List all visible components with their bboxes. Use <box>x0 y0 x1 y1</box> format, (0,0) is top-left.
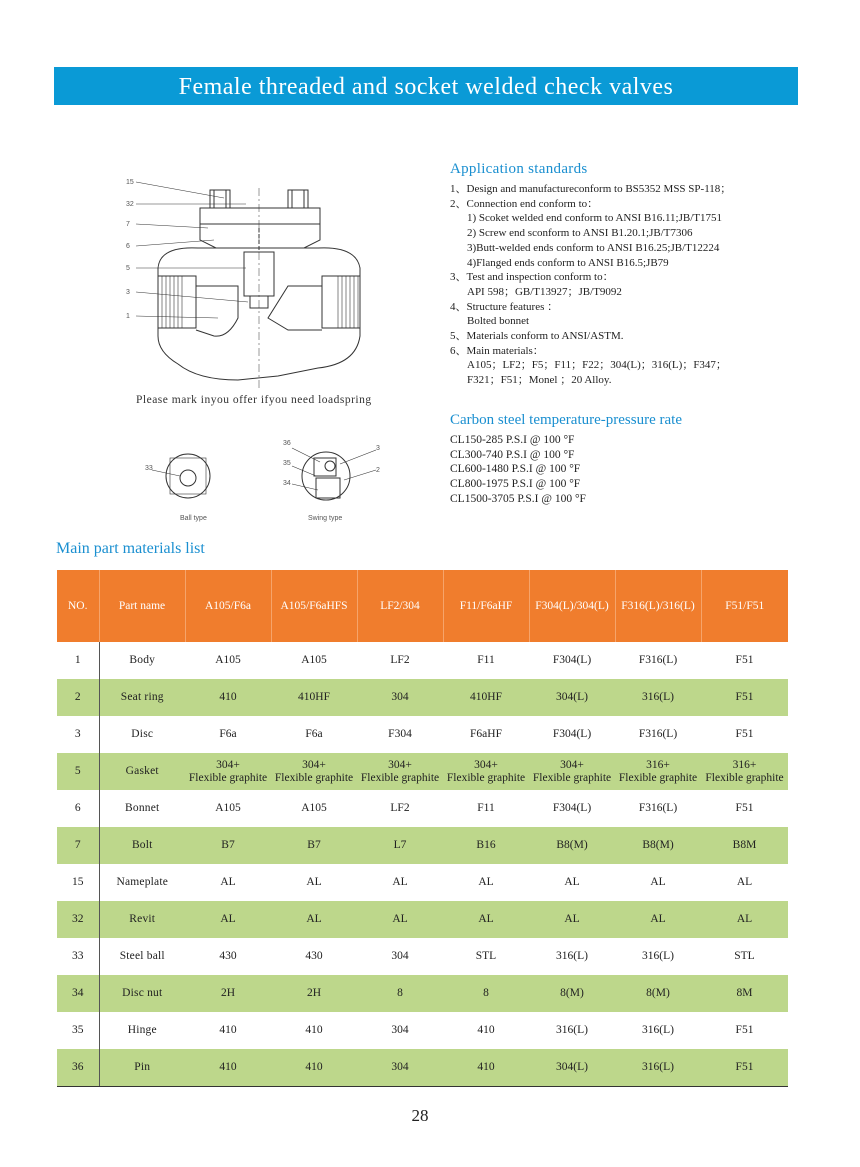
rating-line: CL1500-3705 P.S.I @ 100 °F <box>450 492 586 505</box>
material-cell: AL <box>392 876 408 888</box>
callout-label: 6 <box>126 243 130 250</box>
standard-line: 5、Materials conform to ANSI/ASTM. <box>450 330 624 343</box>
material-cell <box>615 753 701 790</box>
part-name-cell: Hinge <box>127 1024 157 1036</box>
standard-line: A105；LF2；F5；F11；F22；304(L)；316(L)；F347； <box>467 359 727 372</box>
material-cell <box>271 753 357 790</box>
part-number-cell: 33 <box>57 938 99 975</box>
material-cell: B8M <box>701 827 788 864</box>
material-cell: F316(L) <box>638 728 678 740</box>
gasket-material-line: 304+ <box>302 758 326 771</box>
part-name-cell: Body <box>129 654 156 666</box>
standard-line: 2、Connection end conform to： <box>450 197 599 210</box>
gasket-material-line: 304+ <box>216 758 240 771</box>
material-cell: 316(L) <box>556 950 588 962</box>
part-name-cell: Seat ring <box>99 679 185 716</box>
material-cell: 410 <box>271 1049 357 1087</box>
gasket-graphite-line: Flexible graphite <box>618 771 698 784</box>
material-cell: 410 <box>219 1024 237 1036</box>
part-number-cell: 2 <box>57 679 99 716</box>
gasket-graphite-line: Flexible graphite <box>360 771 440 784</box>
rating-line: CL800-1975 P.S.I @ 100 °F <box>450 478 581 491</box>
material-cell: F304 <box>388 728 412 740</box>
material-cell: 8M <box>701 975 788 1012</box>
material-cell: 316(L) <box>642 950 674 962</box>
material-cell: 410HF <box>271 679 357 716</box>
part-name-cell: Bonnet <box>125 802 160 814</box>
standard-line: 1) Scoket welded end conform to ANSI B16.11;JB/T1751 <box>467 212 723 225</box>
table-row <box>57 679 788 716</box>
gasket-graphite-line: Flexible graphite <box>446 771 526 784</box>
gasket-material-line: 304+ <box>388 758 412 771</box>
material-cell: 8(M) <box>615 975 701 1012</box>
material-cell: 304(L) <box>529 1049 615 1087</box>
callout-label: 2 <box>376 467 380 474</box>
material-cell: 316(L) <box>615 1049 701 1087</box>
material-cell: F6a <box>219 728 237 740</box>
callout-label: 36 <box>283 440 291 447</box>
material-cell <box>529 753 615 790</box>
part-name-cell: Gasket <box>99 753 185 790</box>
callout-label: 15 <box>126 179 134 186</box>
material-cell: 410 <box>443 1049 529 1087</box>
rating-line: CL300-740 P.S.I @ 100 °F <box>450 448 575 461</box>
material-cell <box>185 753 271 790</box>
carbon-steel-list <box>450 433 586 507</box>
table-row <box>57 864 788 901</box>
column-header: F304(L)/304(L) <box>529 570 615 642</box>
standard-line: Bolted bonnet <box>467 315 530 328</box>
callout-label: 5 <box>126 265 130 272</box>
part-number-cell: 32 <box>57 901 99 938</box>
material-cell: F316(L) <box>638 802 678 814</box>
material-cell: AL <box>615 901 701 938</box>
callout-label: 3 <box>376 445 380 452</box>
material-cell: AL <box>701 901 788 938</box>
part-number-cell: 3 <box>57 716 99 753</box>
standard-line: 6、Main materials： <box>450 344 544 357</box>
material-cell: F51 <box>701 679 788 716</box>
material-cell: 430 <box>219 950 237 962</box>
page-number: 28 <box>411 1106 429 1125</box>
material-cell: AL <box>271 901 357 938</box>
part-name-cell: Nameplate <box>116 876 169 888</box>
table-row <box>57 1049 788 1087</box>
material-cell: LF2 <box>390 654 410 666</box>
callout-label: 33 <box>145 465 153 472</box>
parts-list-heading: Main part materials list <box>56 540 205 557</box>
material-cell: F51 <box>735 802 754 814</box>
part-name-cell: Revit <box>99 901 185 938</box>
ball-type-label: Ball type <box>180 515 207 522</box>
material-cell: F51 <box>735 1024 754 1036</box>
material-cell: B8(M) <box>615 827 701 864</box>
material-cell: 8 <box>357 975 443 1012</box>
material-cell <box>701 753 788 790</box>
table-row <box>57 901 788 938</box>
material-cell: F6aHF <box>470 728 502 740</box>
callout-label: 7 <box>126 221 130 228</box>
material-cell: AL <box>736 876 753 888</box>
material-cell: A105 <box>301 654 327 666</box>
material-cell: 304(L) <box>529 679 615 716</box>
material-cell: AL <box>529 901 615 938</box>
part-number-cell: 7 <box>57 827 99 864</box>
parts-materials-table <box>57 570 788 1087</box>
table-row <box>57 753 788 790</box>
material-cell: 316(L) <box>642 1024 674 1036</box>
gasket-material-line: 304+ <box>474 758 498 771</box>
gasket-graphite-line: Flexible graphite <box>532 771 612 784</box>
material-cell: A105 <box>301 802 327 814</box>
column-header: A105/F6aHFS <box>271 570 357 642</box>
table-row <box>57 790 788 827</box>
part-name-cell: Steel ball <box>119 950 165 962</box>
material-cell: 304 <box>391 950 409 962</box>
standard-line: 2) Screw end sconform to ANSI B1.20.1;JB/T7306 <box>467 227 693 240</box>
page-title: Female threaded and socket welded check valves <box>54 67 798 105</box>
standard-line: API 598；GB/T13927；JB/T9092 <box>467 285 622 298</box>
material-cell: A105 <box>215 802 241 814</box>
material-cell: 316(L) <box>556 1024 588 1036</box>
part-name-cell: Disc nut <box>99 975 185 1012</box>
material-cell <box>357 753 443 790</box>
material-cell: F304(L) <box>552 654 592 666</box>
material-cell: AL <box>443 901 529 938</box>
standard-line: 1、Design and manufactureconform to BS5352 MSS SP-118； <box>450 183 732 195</box>
application-standards-heading: Application standards <box>450 161 588 177</box>
gasket-material-line: 316+ <box>646 758 670 771</box>
material-cell: 304 <box>357 679 443 716</box>
table-row <box>57 938 788 975</box>
material-cell: 410HF <box>443 679 529 716</box>
part-number-cell: 5 <box>57 753 99 790</box>
part-name-cell: Disc <box>131 728 154 740</box>
part-name-cell: Bolt <box>99 827 185 864</box>
swing-type-label: Swing type <box>308 515 343 522</box>
column-header: F51/F51 <box>701 570 788 642</box>
part-number-cell: 34 <box>57 975 99 1012</box>
standard-line: 4、Structure features ： <box>450 300 559 313</box>
material-cell: AL <box>220 876 236 888</box>
material-cell: AL <box>185 901 271 938</box>
column-header: F316(L)/316(L) <box>615 570 701 642</box>
material-cell: F11 <box>477 802 495 814</box>
table-row <box>57 827 788 864</box>
material-cell: 2H <box>271 975 357 1012</box>
gasket-graphite-line: Flexible graphite <box>705 771 784 784</box>
callout-label: 1 <box>126 313 130 320</box>
material-cell: AL <box>306 876 322 888</box>
table-row <box>57 642 788 679</box>
material-cell: B16 <box>443 827 529 864</box>
material-cell: B7 <box>185 827 271 864</box>
material-cell: 410 <box>477 1024 495 1036</box>
material-cell: STL <box>734 950 755 962</box>
table-row <box>57 975 788 1012</box>
material-cell <box>443 753 529 790</box>
column-header: LF2/304 <box>357 570 443 642</box>
gasket-material-line: 304+ <box>560 758 584 771</box>
part-number-cell: 1 <box>57 642 99 679</box>
material-cell: F51 <box>735 654 754 666</box>
table-row <box>57 1012 788 1049</box>
material-cell: 316(L) <box>615 679 701 716</box>
table-row <box>57 716 788 753</box>
callout-label: 34 <box>283 480 291 487</box>
standard-line: 3、Test and inspection conform to： <box>450 271 614 284</box>
material-cell: AL <box>564 876 580 888</box>
standard-line: 4)Flanged ends conform to ANSI B16.5;JB79 <box>467 256 669 269</box>
application-standards-list <box>450 182 810 388</box>
material-cell: 2H <box>185 975 271 1012</box>
material-cell: F6a <box>305 728 323 740</box>
callout-label: 35 <box>283 460 291 467</box>
callout-label: 3 <box>126 289 130 296</box>
material-cell: STL <box>475 950 497 962</box>
column-header: NO. <box>57 570 99 642</box>
material-cell: F51 <box>735 728 754 740</box>
material-cell: F304(L) <box>552 728 592 740</box>
valve-cross-section-drawing <box>118 168 398 398</box>
gasket-graphite-line: Flexible graphite <box>274 771 354 784</box>
standard-line: 3)Butt-welded ends conform to ANSI B16.25;JB/T12224 <box>467 241 720 254</box>
material-cell: F11 <box>477 654 495 666</box>
column-header: Part name <box>99 570 185 642</box>
gasket-graphite-line: Flexible graphite <box>188 771 268 784</box>
material-cell: B8(M) <box>529 827 615 864</box>
gasket-material-line: 316+ <box>732 758 757 771</box>
column-header: A105/F6a <box>185 570 271 642</box>
material-cell: 430 <box>305 950 323 962</box>
column-header: F11/F6aHF <box>443 570 529 642</box>
callout-label: 32 <box>126 201 134 208</box>
rating-line: CL150-285 P.S.I @ 100 °F <box>450 434 575 446</box>
part-number-cell: 35 <box>57 1012 99 1049</box>
material-cell: LF2 <box>390 802 410 814</box>
material-cell: AL <box>357 901 443 938</box>
material-cell: 304 <box>357 1049 443 1087</box>
material-cell: F51 <box>701 1049 788 1087</box>
material-cell: AL <box>478 876 494 888</box>
material-cell: 410 <box>305 1024 323 1036</box>
material-cell: 304 <box>391 1024 409 1036</box>
table-header-row <box>57 570 788 642</box>
material-cell: 8 <box>443 975 529 1012</box>
material-cell: AL <box>650 876 666 888</box>
ball-and-swing-detail-drawing <box>140 436 400 528</box>
material-cell: 8(M) <box>529 975 615 1012</box>
part-number-cell: 15 <box>57 864 99 901</box>
material-cell: 410 <box>185 1049 271 1087</box>
part-number-cell: 36 <box>57 1049 99 1087</box>
material-cell: L7 <box>357 827 443 864</box>
part-number-cell: 6 <box>57 790 99 827</box>
material-cell: F304(L) <box>552 802 592 814</box>
part-name-cell: Pin <box>99 1049 185 1087</box>
drawing-caption: Please mark inyou offer ifyou need loadspring <box>136 394 372 406</box>
material-cell: F316(L) <box>638 654 678 666</box>
rating-line: CL600-1480 P.S.I @ 100 °F <box>450 463 581 476</box>
carbon-steel-heading: Carbon steel temperature-pressure rate <box>450 412 682 428</box>
material-cell: 410 <box>185 679 271 716</box>
standard-line: F321；F51；Monel ；20 Alloy. <box>467 374 612 387</box>
material-cell: A105 <box>215 654 241 666</box>
material-cell: B7 <box>271 827 357 864</box>
